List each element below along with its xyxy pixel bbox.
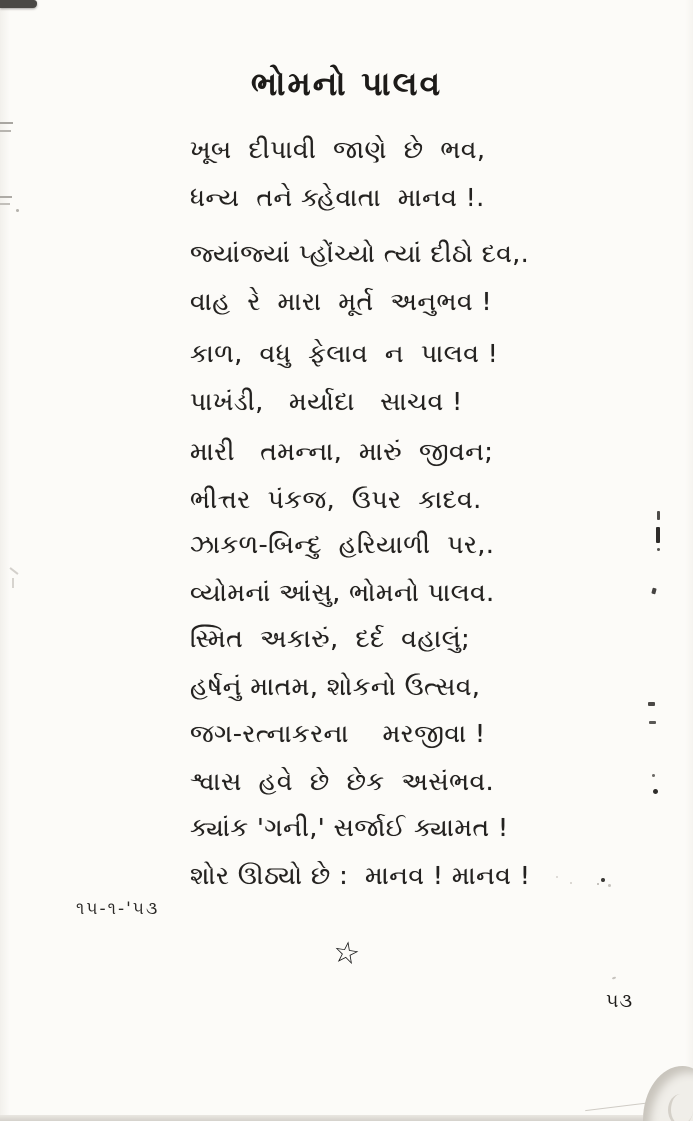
- stanza-7: [190, 710, 494, 806]
- poem-line: ક્યાંક 'ગની,' સર્જાઈ ક્યામત !: [190, 813, 509, 842]
- scan-edge-shadow: [0, 1115, 693, 1121]
- ink-mark-artifact: [652, 774, 655, 777]
- ink-mark-artifact: [648, 702, 655, 706]
- ink-mark-artifact: [657, 548, 660, 551]
- ink-mark-artifact: [0, 203, 10, 205]
- poem-line: મારી તમન્ના, મારું જીવન;: [190, 437, 494, 466]
- poem-line: ધન્ય તને ક્હેવાતા માનવ !.: [190, 183, 485, 212]
- poem-title: ભોમનો પાલવ: [250, 64, 443, 103]
- ink-mark-artifact: [656, 527, 660, 543]
- page-curl-artifact: [668, 1094, 693, 1121]
- poem-line: જગ-રત્નાકરના મરજીવા !: [190, 719, 486, 748]
- ink-mark-artifact: [653, 789, 658, 794]
- poem-line: શોર ઊઠ્યો છે : માનવ ! માનવ !: [190, 861, 531, 890]
- ink-speck-artifact: [597, 883, 599, 885]
- ink-mark-artifact: [9, 567, 18, 575]
- stanza-8: [190, 804, 530, 900]
- page-number: ૫૩: [606, 990, 634, 1012]
- poem-line: સ્મિત અકારું, દર્દ વહાલું;: [190, 624, 471, 653]
- star-divider-icon: ☆: [330, 934, 363, 973]
- ink-mark-artifact: [0, 130, 11, 132]
- stanza-3: [190, 330, 498, 426]
- poem-line: હર્ષનું માતમ, શોકનો ઉત્સવ,: [190, 672, 481, 701]
- stanza-6: [190, 615, 480, 711]
- poem-line: ખૂબ દીપાવી જાણે છે ભવ,: [190, 135, 486, 164]
- stanza-5: [190, 521, 495, 617]
- stanza-2: [190, 230, 529, 326]
- ink-mark-artifact: [651, 588, 656, 595]
- ink-mark-artifact: [0, 196, 12, 198]
- ink-mark-artifact: [649, 721, 656, 724]
- stanza-1: [190, 126, 485, 222]
- poem-line: વ્યોમનાં આંસુ, ભોમનો પાલવ.: [190, 578, 495, 607]
- poem-line: ઝાકળ-બિન્દુ હરિયાળી પર,.: [190, 530, 495, 559]
- ink-speck-artifact: [608, 884, 611, 887]
- stanza-4: [190, 428, 493, 524]
- ink-mark-artifact: [657, 511, 660, 520]
- poem-line: કાળ, વધુ ફેલાવ ન પાલવ !: [190, 339, 499, 368]
- poem-line: વાહ રે મારા મૂર્ત અનુભવ !: [190, 287, 493, 316]
- ink-speck-artifact: [570, 882, 572, 884]
- poem-line: શ્વાસ હવે છે છેક અસંભવ.: [190, 767, 495, 796]
- ink-speck-artifact: [556, 876, 558, 878]
- poem-line: ભીત્તર પંકજ, ઉપર કાદવ.: [190, 485, 482, 514]
- ink-mark-artifact: [0, 122, 13, 124]
- poem-line: પાખંડી, મર્યાદા સાચવ !: [190, 387, 463, 416]
- ink-speck-artifact: [612, 976, 616, 979]
- ink-speck-artifact: [601, 878, 605, 882]
- poem-line: જ્યાંજ્યાં પ્હોંચ્યો ત્યાં દીઠો દવ,.: [190, 239, 530, 268]
- composition-date: ૧૫-૧-'૫૩: [76, 899, 160, 919]
- ink-mark-artifact: [12, 578, 14, 588]
- corner-ink-smudge-artifact: [0, 0, 37, 8]
- ink-mark-artifact: [16, 209, 19, 212]
